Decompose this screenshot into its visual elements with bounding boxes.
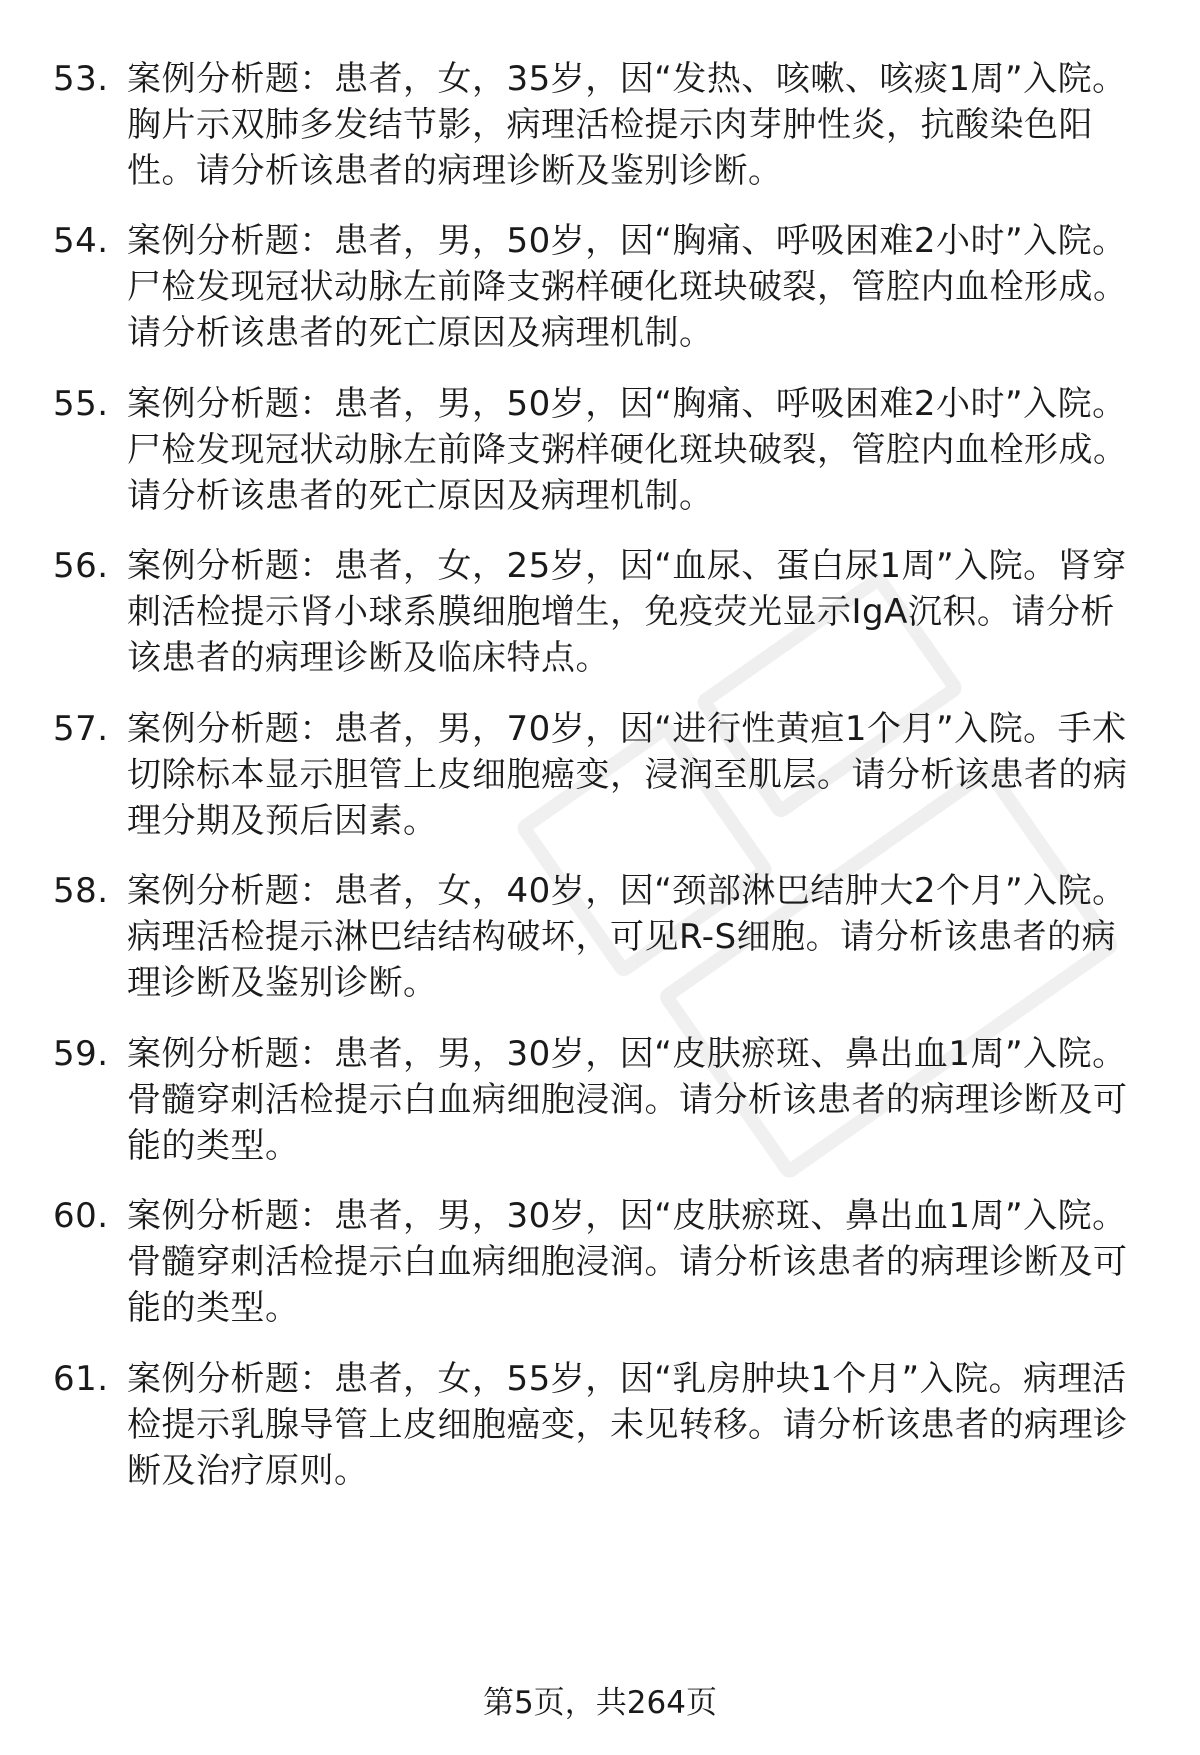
question-text: 案例分析题：患者，男，30岁，因“皮肤瘀斑、鼻出血1周”入院。骨髓穿刺活检提示白血病细胞浸润。请分析该患者的病理诊断及可能的类型。 (127, 1196, 1128, 1328)
question-number: 54. (53, 221, 109, 261)
question-text: 案例分析题：患者，女，55岁，因“乳房肿块1个月”入院。病理活检提示乳腺导管上皮细胞癌变，未见转移。请分析该患者的病理诊断及治疗原则。 (127, 1359, 1128, 1491)
question-number: 60. (53, 1196, 109, 1236)
question-number: 57. (53, 709, 109, 749)
question-number: 56. (53, 546, 109, 586)
page-number-label: 第5页，共264页 (483, 1685, 717, 1721)
question-text: 案例分析题：患者，女，40岁，因“颈部淋巴结肿大2个月”入院。病理活检提示淋巴结结构破坏，可见R-S细胞。请分析该患者的病理诊断及鉴别诊断。 (127, 871, 1127, 1003)
question-number: 53. (53, 59, 109, 99)
question-text: 案例分析题：患者，男，50岁，因“胸痛、呼吸困难2小时”入院。尸检发现冠状动脉左前降支粥样硬化斑块破裂，管腔内血栓形成。请分析该患者的死亡原因及病理机制。 (127, 221, 1128, 353)
page-footer (0, 1683, 1200, 1723)
question-number: 59. (53, 1034, 109, 1074)
question-text: 案例分析题：患者，女，25岁，因“血尿、蛋白尿1周”入院。肾穿刺活检提示肾小球系膜细胞增生，免疫荧光显示IgA沉积。请分析该患者的病理诊断及临床特点。 (127, 546, 1127, 678)
question-number: 55. (53, 384, 109, 424)
question-text: 案例分析题：患者，男，70岁，因“进行性黄疸1个月”入院。手术切除标本显示胆管上皮细胞癌变，浸润至肌层。请分析该患者的病理分期及预后因素。 (127, 709, 1128, 841)
question-text: 案例分析题：患者，女，35岁，因“发热、咳嗽、咳痰1周”入院。胸片示双肺多发结节影，病理活检提示肉芽肿性炎，抗酸染色阳性。请分析该患者的病理诊断及鉴别诊断。 (127, 59, 1127, 191)
question-text: 案例分析题：患者，男，50岁，因“胸痛、呼吸困难2小时”入院。尸检发现冠状动脉左前降支粥样硬化斑块破裂，管腔内血栓形成。请分析该患者的死亡原因及病理机制。 (127, 384, 1128, 516)
question-text: 案例分析题：患者，男，30岁，因“皮肤瘀斑、鼻出血1周”入院。骨髓穿刺活检提示白血病细胞浸润。请分析该患者的病理诊断及可能的类型。 (127, 1034, 1128, 1166)
question-number: 61. (53, 1359, 109, 1399)
question-number: 58. (53, 871, 109, 911)
